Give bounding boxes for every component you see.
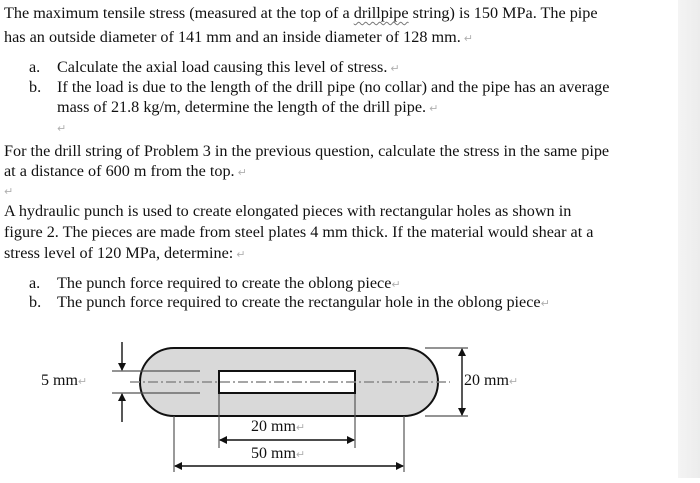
problem1-line1: [4, 3, 598, 23]
paragraph-mark-icon: ↵: [77, 375, 88, 388]
paragraph-mark-icon: ↵: [57, 122, 67, 135]
problem1-item-b-line2: [57, 97, 438, 119]
problem1-item-a-text: [57, 57, 400, 79]
paragraph-mark-icon: ↵: [391, 278, 401, 291]
paragraph-mark-icon: ↵: [236, 248, 246, 261]
text: The punch force required to create the rectangular hole in the oblong piece: [57, 293, 541, 311]
problem3-item-a: a.: [29, 274, 41, 292]
piece-height-label: [464, 372, 518, 390]
paragraph-mark-icon: ↵: [295, 448, 306, 461]
problem1-line2: [4, 27, 473, 49]
problem3-line2: figure 2. The pieces are made from steel plates 4 mm thick. If the material would shear at a: [4, 223, 594, 241]
piece-length-label: [251, 445, 305, 463]
list-marker: b.: [29, 78, 42, 96]
paragraph-mark-icon: ↵: [295, 421, 306, 434]
text: The maximum tensile stress (measured at the top of a: [4, 4, 354, 22]
paragraph-mark-icon: ↵: [4, 185, 14, 198]
text: stress level of 120 MPa, determine:: [4, 244, 234, 262]
text: string) is 150 MPa. The pipe: [408, 4, 598, 22]
text: 50 mm: [251, 445, 296, 462]
oblong-piece-drawing: [0, 320, 700, 478]
page-margin: [678, 0, 700, 478]
paragraph-mark-icon: ↵: [540, 297, 550, 310]
problem2-line2: [4, 161, 247, 183]
problem3-line1: A hydraulic punch is used to create elongated pieces with rectangular holes as shown in: [4, 202, 572, 220]
paragraph-mark-icon: ↵: [429, 102, 439, 115]
hole-height-label: [41, 372, 87, 390]
problem3-line3: [4, 243, 246, 265]
empty-paragraph: [57, 117, 66, 139]
hole-length-label: [251, 418, 305, 436]
text: 5 mm: [41, 372, 78, 389]
problem1-item-a: [29, 57, 40, 77]
text: The punch force required to create the oblong piece: [57, 274, 392, 292]
paragraph-mark-icon: ↵: [390, 62, 400, 75]
problem1-item-b: [29, 77, 41, 97]
problem3-item-b-text: [57, 292, 550, 314]
text: mass of 21.8 kg/m, determine the length of the drill pipe.: [57, 98, 427, 116]
text: 20 mm: [251, 418, 296, 435]
empty-paragraph: [4, 180, 13, 202]
spellcheck-word[interactable]: drillpipe: [353, 4, 409, 22]
problem1-item-b-line1: If the load is due to the length of the drill pipe (no collar) and the pipe has an average: [57, 78, 610, 96]
text: at a distance of 600 m from the top.: [4, 162, 235, 180]
problem3-item-b: b.: [29, 293, 42, 311]
oblong-piece-figure: [0, 320, 700, 483]
text: 20 mm: [464, 372, 509, 389]
problem2-line1: For the drill string of Problem 3 in the previous question, calculate the stress in the same pipe: [4, 142, 610, 160]
text: Calculate the axial load causing this level of stress.: [57, 58, 388, 76]
paragraph-mark-icon: ↵: [237, 166, 247, 179]
list-marker: a.: [29, 58, 41, 76]
paragraph-mark-icon: ↵: [463, 32, 473, 45]
paragraph-mark-icon: ↵: [508, 375, 519, 388]
text: has an outside diameter of 141 mm and an inside diameter of 128 mm.: [4, 28, 461, 46]
